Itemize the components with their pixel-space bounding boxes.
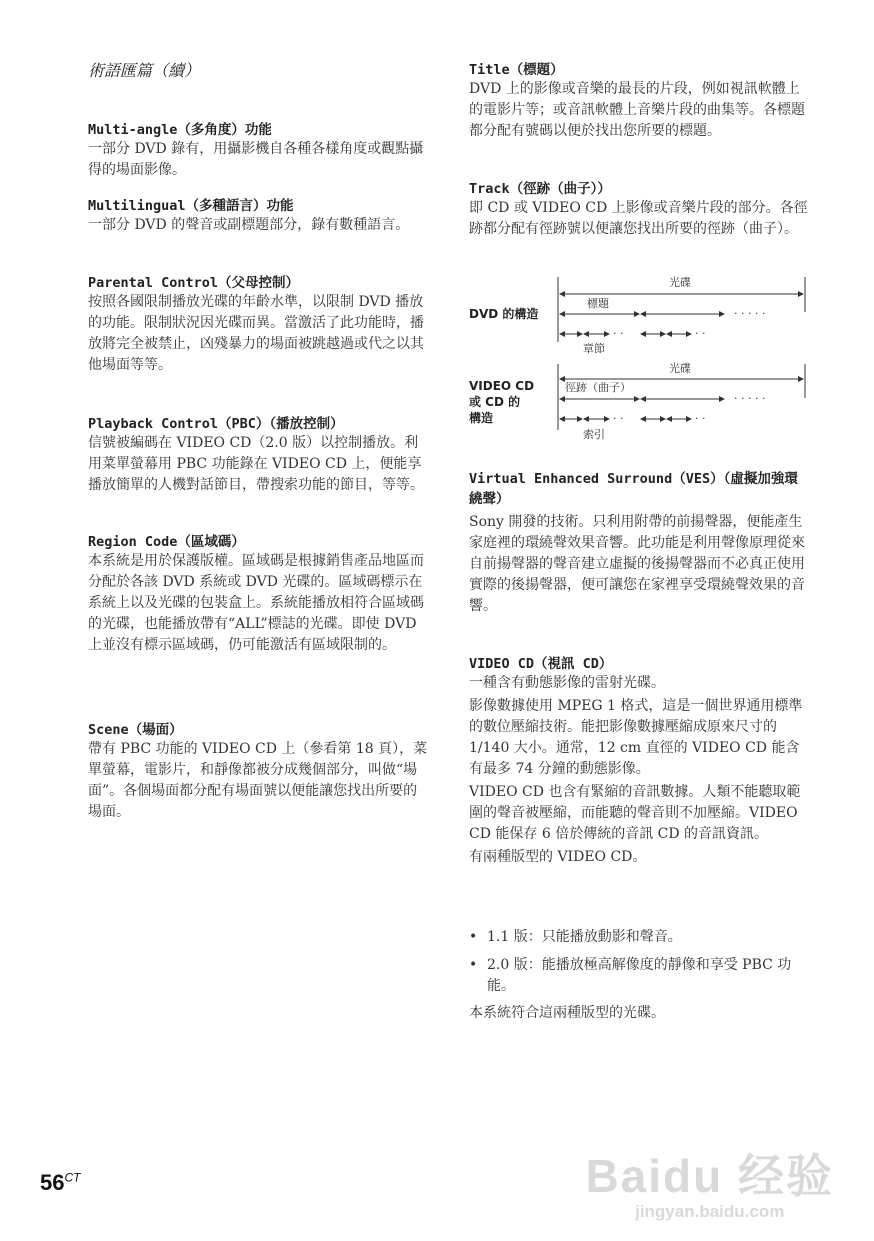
- body-ves: Sony 開發的技術。只利用附帶的前揚聲器，便能產生家庭裡的環繞聲效果音響。此功能是利用聲像原理從來自前揚聲器的聲音建立虛擬的後揚聲器而不必真正使用實際的後揚聲器，便可讓您在家裡享受環繞聲效果的音響。: [469, 514, 805, 614]
- bullet-dot: •: [469, 929, 478, 945]
- vcd-bullet-2: [469, 955, 799, 997]
- bullet-text: 1.1 版：只能播放動影和聲音。: [487, 929, 682, 945]
- dvd-title-label: 標題: [587, 297, 609, 310]
- vcd-track-label: 徑跡（曲子）: [565, 381, 631, 394]
- body-parental-control: 按照各國限制播放光碟的年齡水準，以限制 DVD 播放的功能。限制狀況因光碟而異。當激活了此功能時，播放將完全被禁止，凶殘暴力的場面被跳越過或代之以其他場面等等。: [88, 294, 424, 373]
- term-multilingual: Multilingual（多種語言）功能: [88, 198, 294, 214]
- body-video-cd: [469, 673, 809, 868]
- vcd-paragraph-5: 本系統符合這兩種版型的光碟。: [469, 1005, 665, 1021]
- body-multi-angle: 一部分 DVD 錄有，用攝影機自各種各樣角度或觀點攝得的場面影像。: [88, 141, 424, 178]
- body-multilingual: 一部分 DVD 的聲音或副標題部分，錄有數種語言。: [88, 217, 410, 233]
- page-number: [40, 1170, 80, 1196]
- body-playback-control: 信號被編碼在 VIDEO CD（2.0 版）以控制播放。利用菜單螢幕用 PBC 功能錄在 VIDEO CD 上，便能享播放簡單的人機對話節目，帶搜索功能的節目，等等。: [88, 435, 424, 493]
- page-number-suffix: CT: [64, 1170, 81, 1185]
- term-video-cd: VIDEO CD（視訊 CD）: [469, 656, 613, 672]
- vcd-label-line-1: VIDEO CD: [469, 379, 535, 393]
- vcd-label-line-3: 構造: [469, 411, 494, 425]
- term-parental-control: Parental Control（父母控制）: [88, 275, 300, 291]
- term-multi-angle: Multi-angle（多角度）功能: [88, 122, 272, 138]
- diagram-svg: [469, 272, 814, 447]
- vcd-label-line-2: 或 CD 的: [469, 395, 521, 409]
- dvd-structure-label: DVD 的構造: [469, 307, 539, 321]
- chapter-ellipsis-2: · ·: [695, 327, 706, 340]
- title-ellipsis: · · · · ·: [734, 307, 766, 320]
- body-region-code: 本系統是用於保護版權。區域碼是根據銷售產品地區而分配於各該 DVD 系統或 DVD 光碟的。區域碼標示在系統上以及光碟的包裝盒上。系統能播放相符合區域碼的光碟，也能播放帶有“ALL”標誌的光碟。即使 DVD 上並沒有標示區域碼，仍可能激活有區域限制的。: [88, 553, 424, 653]
- track-ellipsis: · · · · ·: [734, 392, 766, 405]
- vcd-paragraph-1: 一種含有動態影像的雷射光碟。: [469, 675, 665, 691]
- bullet-text: 2.0 版：能播放極高解像度的靜像和享受 PBC 功能。: [487, 957, 792, 994]
- watermark-brand: Baidu 经验: [585, 1150, 834, 1202]
- term-title: Title（標題）: [469, 62, 564, 78]
- vcd-disc-label: 光碟: [669, 362, 691, 375]
- term-region-code: Region Code（區域碼）: [88, 534, 245, 550]
- index-ellipsis-2: · ·: [695, 412, 706, 425]
- term-track: Track（徑跡（曲子））: [469, 181, 611, 197]
- bullet-dot: •: [469, 957, 478, 973]
- vcd-bullet-1: [469, 927, 799, 948]
- section-title: 術語匯篇（續）: [88, 63, 201, 80]
- vcd-paragraph-3: VIDEO CD 也含有緊縮的音訊數據。人類不能聽取範圍的聲音被壓縮，而能聽的聲音則不加壓縮。VIDEO CD 能保存 6 倍於傳統的音訊 CD 的音訊資訊。: [469, 784, 801, 842]
- dvd-chapter-label: 章節: [583, 342, 605, 355]
- vcd-index-label: 索引: [583, 428, 605, 441]
- structure-diagram: [469, 272, 814, 447]
- body-scene: 帶有 PBC 功能的 VIDEO CD 上（參看第 18 頁），菜單螢幕，電影片，和靜像都被分成幾個部分，叫做“場面”。各個場面都分配有場面號以便能讓您找出所要的場面。: [88, 741, 428, 820]
- watermark: [585, 1140, 834, 1222]
- body-track: 即 CD 或 VIDEO CD 上影像或音樂片段的部分。各徑跡都分配有徑跡號以便讓您找出所要的徑跡（曲子）。: [469, 200, 808, 237]
- term-scene: Scene（場面）: [88, 722, 183, 738]
- dvd-disc-label: 光碟: [669, 276, 691, 289]
- watermark-url: jingyan.baidu.com: [635, 1202, 785, 1221]
- chapter-ellipsis-1: · ·: [613, 327, 624, 340]
- term-playback-control: Playback Control（PBC）（播放控制）: [88, 416, 344, 432]
- index-ellipsis-1: · ·: [613, 412, 624, 425]
- page-number-value: 56: [40, 1170, 65, 1195]
- vcd-paragraph-4: 有兩種版型的 VIDEO CD。: [469, 849, 647, 865]
- vcd-paragraph-2: 影像數據使用 MPEG 1 格式，這是一個世界通用標準的數位壓縮技術。能把影像數據壓縮成原來尺寸的 1/140 大小。通常，12 cm 直徑的 VIDEO CD 能含有最多 74 分鐘的動態影像。: [469, 698, 803, 777]
- term-ves: Virtual Enhanced Surround（VES）（虛擬加強環繞聲）: [469, 471, 798, 507]
- body-title: DVD 上的影像或音樂的最長的片段，例如視訊軟體上的電影片等；或音訊軟體上音樂片段的曲集等。各標題都分配有號碼以便於找出您所要的標題。: [469, 81, 805, 139]
